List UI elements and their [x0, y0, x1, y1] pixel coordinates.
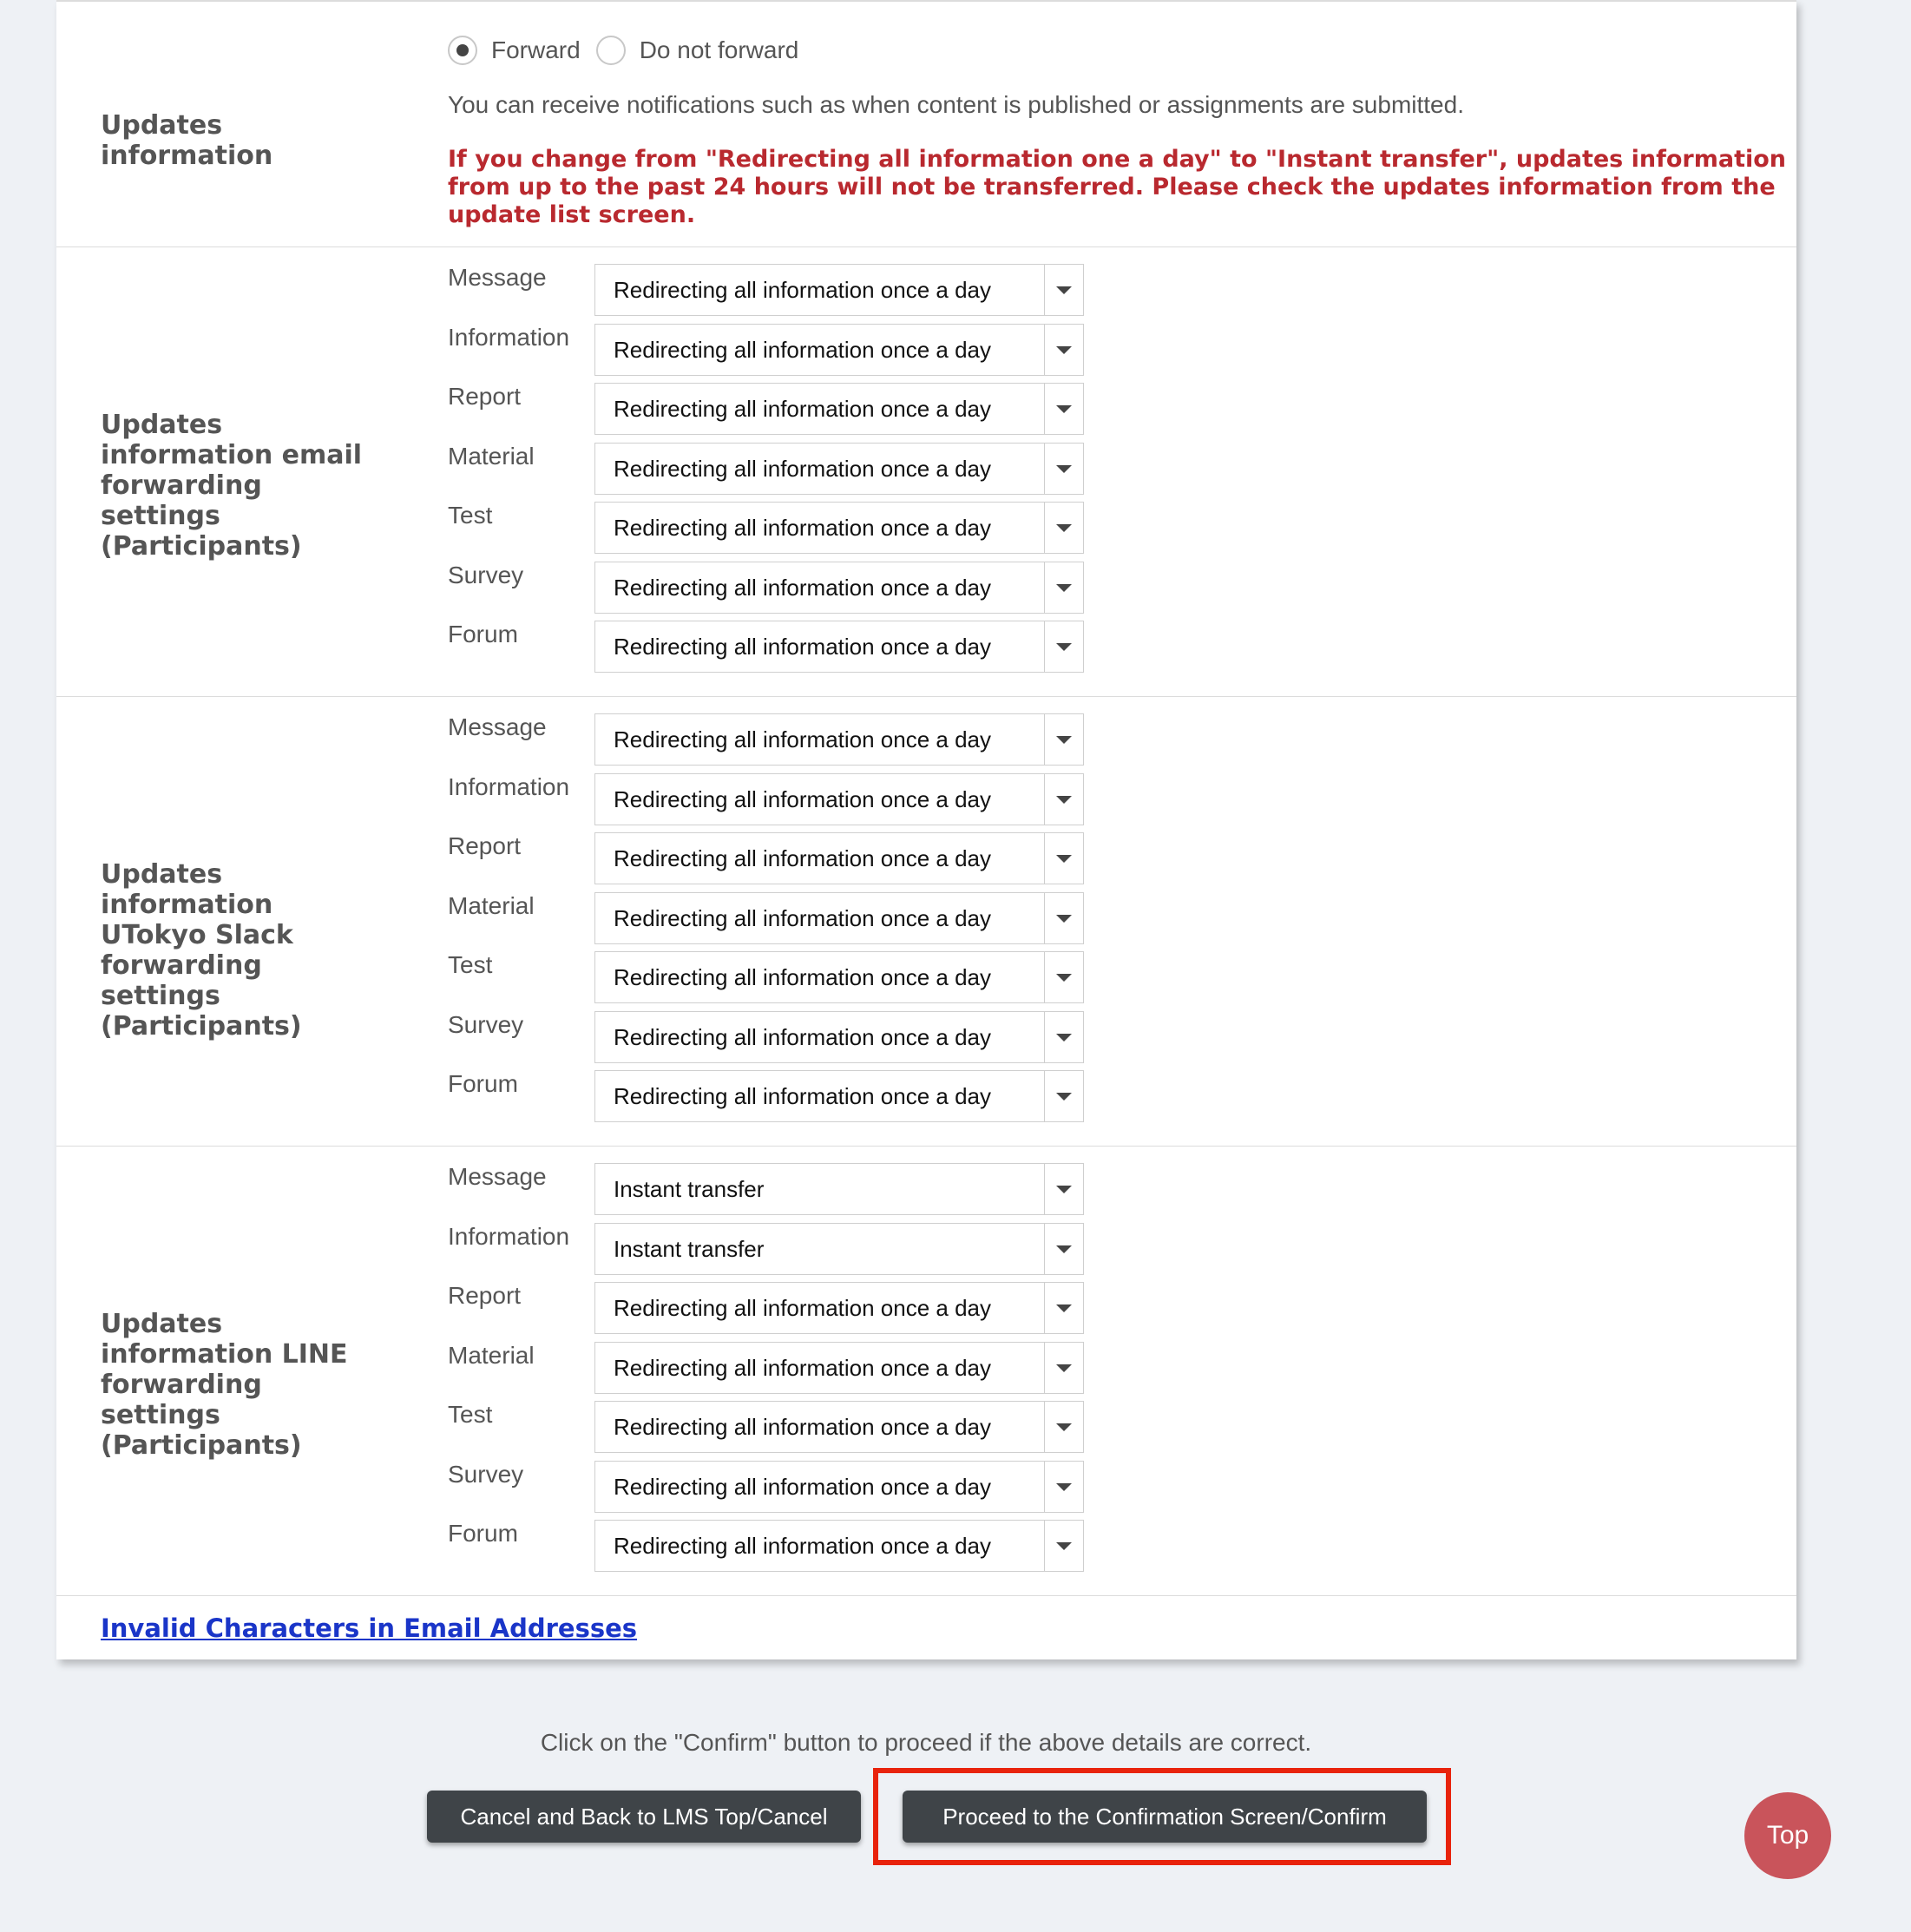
- confirm-button[interactable]: Proceed to the Confirmation Screen/Confirm: [903, 1791, 1427, 1843]
- invalid-characters-link[interactable]: Invalid Characters in Email Addresses: [101, 1613, 638, 1643]
- chevron-down-icon[interactable]: [1044, 1402, 1083, 1452]
- select-value: Redirecting all information once a day: [614, 396, 992, 422]
- forwarding-select-information[interactable]: [594, 773, 1084, 825]
- slack-forwarding-heading: Updates information UTokyo Slack forwarding settings (Participants): [101, 859, 302, 1042]
- updates-info-warning: If you change from "Redirecting all information one a day" to "Instant transfer", updates information from up to the past 24 hours will not be transferred. Please check the updates information from the update list screen.: [448, 146, 1787, 228]
- forward-radio-label[interactable]: Forward: [491, 36, 581, 63]
- forwarding-select-forum[interactable]: [594, 1520, 1084, 1572]
- updates-info-heading: Updates information: [101, 110, 273, 171]
- chevron-down-icon[interactable]: [1044, 621, 1083, 672]
- field-label-message: Message: [448, 264, 547, 291]
- line-forwarding-heading: Updates information LINE forwarding settings (Participants): [101, 1309, 348, 1461]
- field-label-information: Information: [448, 772, 570, 800]
- select-value: Redirecting all information once a day: [614, 1023, 992, 1050]
- forwarding-select-survey[interactable]: [594, 562, 1084, 614]
- field-label-report: Report: [448, 832, 522, 859]
- field-label-material: Material: [448, 442, 535, 470]
- chevron-down-icon[interactable]: [1044, 833, 1083, 884]
- field-label-message: Message: [448, 713, 547, 740]
- field-label-forum: Forum: [448, 621, 518, 647]
- email-forwarding-row: [56, 246, 1796, 697]
- field-label-forum: Forum: [448, 1520, 518, 1547]
- select-value: Redirecting all information once a day: [614, 455, 992, 482]
- scroll-top-button[interactable]: Top: [1744, 1792, 1831, 1879]
- chevron-down-icon[interactable]: [1044, 1012, 1083, 1062]
- line-forwarding-row: [56, 1146, 1796, 1596]
- field-label-report: Report: [448, 1282, 522, 1309]
- select-value: Redirecting all information once a day: [614, 1354, 992, 1381]
- forwarding-select-message[interactable]: [594, 713, 1084, 766]
- do-not-forward-radio-label[interactable]: Do not forward: [639, 36, 799, 63]
- forwarding-select-information[interactable]: [594, 1223, 1084, 1275]
- chevron-down-icon[interactable]: [1044, 774, 1083, 825]
- field-label-message: Message: [448, 1163, 547, 1190]
- field-label-test: Test: [448, 1401, 493, 1428]
- select-value: Redirecting all information once a day: [614, 277, 992, 303]
- email-forwarding-heading: Updates information email forwarding settings (Participants): [101, 410, 363, 562]
- forward-radio-group: [448, 33, 814, 68]
- field-label-information: Information: [448, 323, 570, 351]
- chevron-down-icon[interactable]: [1044, 444, 1083, 494]
- chevron-down-icon[interactable]: [1044, 1164, 1083, 1214]
- chevron-down-icon[interactable]: [1044, 893, 1083, 943]
- chevron-down-icon[interactable]: [1044, 325, 1083, 375]
- do-not-forward-radio[interactable]: [596, 36, 626, 65]
- chevron-down-icon[interactable]: [1044, 562, 1083, 613]
- select-value: Redirecting all information once a day: [614, 1414, 992, 1440]
- forwarding-select-forum[interactable]: [594, 1070, 1084, 1122]
- chevron-down-icon[interactable]: [1044, 714, 1083, 765]
- select-value: Redirecting all information once a day: [614, 1533, 992, 1559]
- select-value: Redirecting all information once a day: [614, 336, 992, 363]
- chevron-down-icon[interactable]: [1044, 1283, 1083, 1333]
- forwarding-select-material[interactable]: [594, 892, 1084, 944]
- slack-forwarding-row: [56, 696, 1796, 1147]
- forwarding-select-survey[interactable]: [594, 1011, 1084, 1063]
- select-value: Redirecting all information once a day: [614, 726, 992, 752]
- chevron-down-icon[interactable]: [1044, 1343, 1083, 1393]
- field-label-test: Test: [448, 502, 493, 529]
- forwarding-select-material[interactable]: [594, 443, 1084, 495]
- field-label-material: Material: [448, 891, 535, 919]
- confirm-instruction: Click on the "Confirm" button to proceed if the above details are correct.: [540, 1729, 1312, 1756]
- field-label-survey: Survey: [448, 1460, 524, 1488]
- updates-info-note: You can receive notifications such as when content is published or assignments are submitted.: [448, 91, 1464, 118]
- field-label-survey: Survey: [448, 1010, 524, 1038]
- select-value: Redirecting all information once a day: [614, 904, 992, 931]
- cancel-button[interactable]: Cancel and Back to LMS Top/Cancel: [427, 1791, 861, 1843]
- forwarding-select-report[interactable]: [594, 832, 1084, 884]
- field-label-test: Test: [448, 951, 493, 978]
- chevron-down-icon[interactable]: [1044, 503, 1083, 553]
- select-value: Redirecting all information once a day: [614, 515, 992, 541]
- forwarding-select-report[interactable]: [594, 1282, 1084, 1334]
- field-label-survey: Survey: [448, 561, 524, 588]
- updates-info-row: [56, 2, 1796, 247]
- forwarding-select-information[interactable]: [594, 324, 1084, 376]
- select-value: Redirecting all information once a day: [614, 1473, 992, 1500]
- forwarding-select-test[interactable]: [594, 951, 1084, 1003]
- field-label-material: Material: [448, 1341, 535, 1369]
- chevron-down-icon[interactable]: [1044, 1462, 1083, 1512]
- chevron-down-icon[interactable]: [1044, 265, 1083, 315]
- chevron-down-icon[interactable]: [1044, 1071, 1083, 1121]
- forwarding-select-message[interactable]: [594, 1163, 1084, 1215]
- select-value: Instant transfer: [614, 1176, 765, 1202]
- select-value: Instant transfer: [614, 1235, 765, 1262]
- forwarding-select-forum[interactable]: [594, 621, 1084, 673]
- select-value: Redirecting all information once a day: [614, 1083, 992, 1109]
- forwarding-select-test[interactable]: [594, 502, 1084, 554]
- select-value: Redirecting all information once a day: [614, 574, 992, 601]
- select-value: Redirecting all information once a day: [614, 845, 992, 871]
- field-label-information: Information: [448, 1222, 570, 1250]
- chevron-down-icon[interactable]: [1044, 1521, 1083, 1571]
- select-value: Redirecting all information once a day: [614, 634, 992, 660]
- select-value: Redirecting all information once a day: [614, 964, 992, 990]
- forwarding-select-report[interactable]: [594, 383, 1084, 435]
- select-value: Redirecting all information once a day: [614, 1295, 992, 1321]
- forwarding-select-test[interactable]: [594, 1401, 1084, 1453]
- chevron-down-icon[interactable]: [1044, 384, 1083, 434]
- chevron-down-icon[interactable]: [1044, 952, 1083, 1002]
- forward-radio[interactable]: [448, 36, 477, 65]
- select-value: Redirecting all information once a day: [614, 785, 992, 812]
- field-label-forum: Forum: [448, 1070, 518, 1097]
- forwarding-select-survey[interactable]: [594, 1461, 1084, 1513]
- chevron-down-icon[interactable]: [1044, 1224, 1083, 1274]
- settings-panel: [56, 0, 1796, 1659]
- field-label-report: Report: [448, 383, 522, 410]
- forwarding-select-message[interactable]: [594, 264, 1084, 316]
- forwarding-select-material[interactable]: [594, 1342, 1084, 1394]
